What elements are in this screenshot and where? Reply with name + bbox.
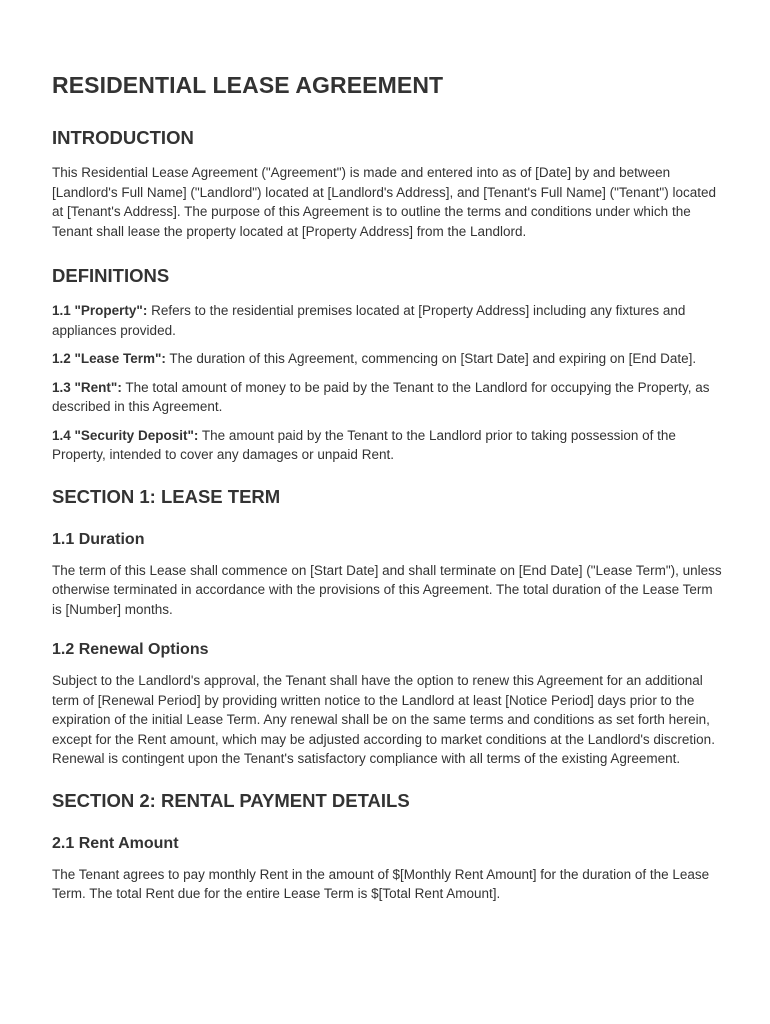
definition-item-security-deposit (52, 426, 722, 465)
definition-text: The duration of this Agreement, commencing on [Start Date] and expiring on [End Date]. (165, 351, 697, 366)
subsection-duration (52, 529, 722, 620)
definition-term: 1.3 "Rent": (52, 379, 122, 395)
introduction-paragraph: This Residential Lease Agreement ("Agreement") is made and entered into as of [Date] by and between [Landlord's Full Name] ("Landlord") located at [Landlord's Address], and [Tenant's Full Name] ("Tenant") located at [Tenant's Address]. The purpose of this Agreement is to outline the terms and conditions under which the Tenant shall lease the property located at [Property Address] from the Landlord. (52, 165, 716, 239)
definition-term: 1.2 "Lease Term": (52, 351, 166, 366)
definition-term: 1.1 "Property": (52, 303, 148, 318)
definitions-heading: DEFINITIONS (52, 265, 170, 286)
definition-item-property (52, 301, 722, 340)
subsection-2-1-heading: 2.1 Rent Amount (52, 834, 179, 852)
section-2-heading: SECTION 2: RENTAL PAYMENT DETAILS (52, 789, 410, 811)
document-title: RESIDENTIAL LEASE AGREEMENT (52, 72, 444, 98)
subsection-2-1-paragraph: The Tenant agrees to pay monthly Rent in the amount of $[Monthly Rent Amount] for the duration of the Lease Term. The total Rent due for the entire Lease Term is $[Total Rent Amount]. (52, 866, 710, 901)
definition-item-lease-term (52, 349, 722, 369)
definition-term: 1.4 "Security Deposit": (52, 427, 199, 443)
definition-text: The amount paid by the Tenant to the Landlord prior to taking possession of the Property, intended to cover any damages or unpaid Rent. (52, 427, 676, 462)
definition-item-rent (52, 378, 722, 417)
subsection-1-1-paragraph: The term of this Lease shall commence on [Start Date] and shall terminate on [End Date] ("Lease Term"), unless otherwise terminated in accordance with the provisions of this Agreement. The total duration of the Lease Term is [Number] months. (52, 562, 722, 617)
subsection-1-1-heading: 1.1 Duration (52, 530, 145, 548)
introduction-heading: INTRODUCTION (52, 127, 194, 148)
document-page (52, 70, 722, 924)
subsection-renewal-options (52, 639, 722, 769)
introduction-section (52, 126, 722, 241)
definitions-section (52, 264, 722, 465)
section-rental-payment (52, 789, 722, 904)
definition-text: Refers to the residential premises located at [Property Address] including any fixtures and appliances provided. (52, 303, 686, 338)
section-1-heading: SECTION 1: LEASE TERM (52, 485, 281, 507)
section-lease-term (52, 485, 722, 769)
definition-text: The total amount of money to be paid by the Tenant to the Landlord for occupying the Property, as described in this Agreement. (52, 379, 710, 414)
subsection-1-2-paragraph: Subject to the Landlord's approval, the Tenant shall have the option to renew this Agreement for an additional term of [Renewal Period] by providing written notice to the Landlord at least [Notice Period] days prior to the expiration of the initial Lease Term. Any renewal shall be on the same terms and conditions as set forth herein, except for the Rent amount, which may be adjusted according to market conditions at the Landlord's discretion. Renewal is contingent upon the Tenant's satisfactory compliance with all terms of the existing Agreement. (52, 673, 715, 766)
subsection-1-2-heading: 1.2 Renewal Options (52, 641, 209, 658)
subsection-rent-amount (52, 833, 722, 904)
